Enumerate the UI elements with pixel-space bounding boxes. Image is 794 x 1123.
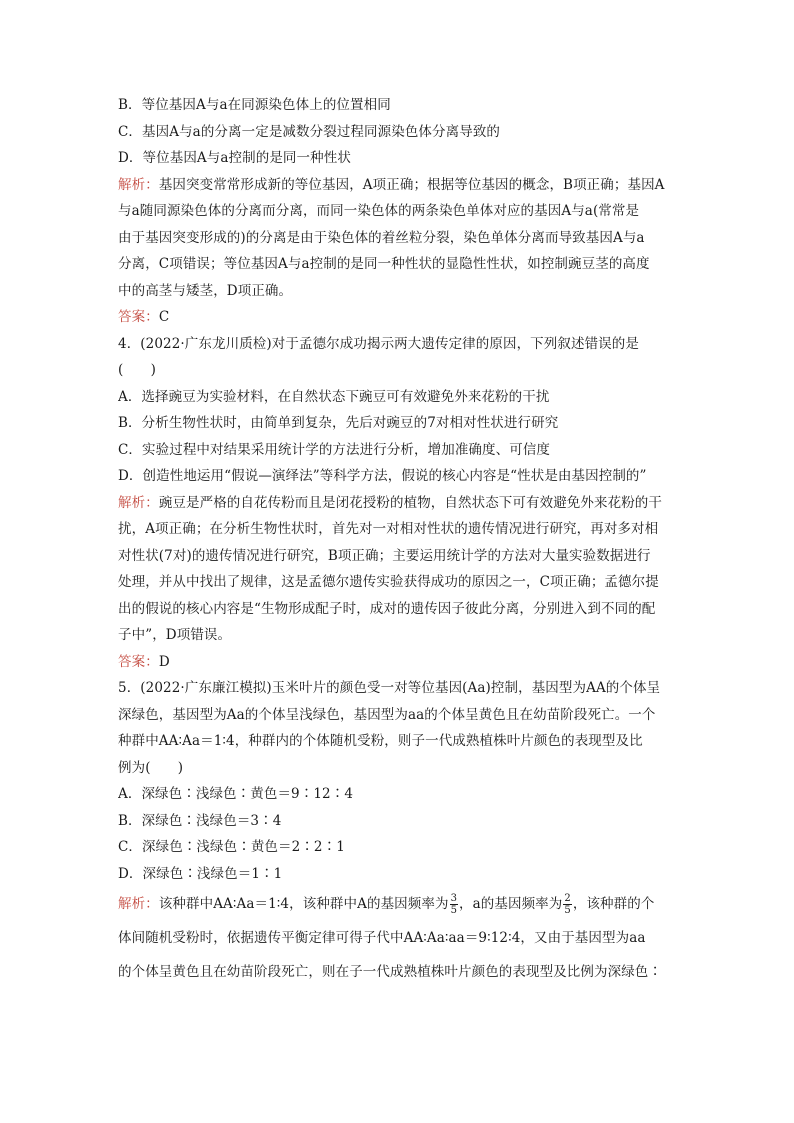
q4-option-d: D．创造性地运用“假说—演绎法”等科学方法，假说的核心内容是“性状是由基因控制的” — [118, 468, 647, 484]
fraction-two-fifths — [563, 893, 571, 916]
q3-answer-value: C — [158, 309, 170, 325]
fraction-denominator: 5 — [450, 905, 458, 916]
q4-option-a: A．选择豌豆为实验材料，在自然状态下豌豆可有效避免外来花粉的干扰 — [118, 388, 550, 405]
q4-analysis-line-3: 对性状(7对)的遗传情况进行研究，B项正确；主要运用统计学的方法对大量实验数据进行 — [118, 547, 651, 564]
q5-analysis-line-2: 体间随机受粉时，依据遗传平衡定律可得子代中AA∶Aa∶aa＝9∶12∶4，又由于基因型为aa — [118, 930, 646, 946]
q5-analysis-seg-2: ，a的基因频率为 — [459, 896, 563, 912]
q4-analysis-line-6: 子中”，D项错误。 — [118, 627, 232, 643]
q4-stem-line-2: ( ) — [118, 362, 156, 378]
fraction-numerator: 2 — [564, 893, 571, 904]
q3-option-c: C．基因A与a的分离一定是减数分裂过程同源染色体分离导致的 — [118, 123, 501, 140]
analysis-label: 解析： — [118, 494, 159, 511]
answer-label: 答案： — [118, 309, 159, 325]
q5-option-a: A．深绿色∶浅绿色∶黄色＝9∶12∶4 — [118, 786, 354, 802]
q4-analysis-line-1 — [118, 490, 688, 517]
analysis-label: 解析： — [118, 896, 159, 912]
q4-answer — [118, 649, 688, 676]
q4-analysis-line-2: 扰，A项正确；在分析生物性状时，首先对一对相对性状的遗传情况进行研究，再对多对相 — [118, 521, 659, 537]
q3-option-b: B．等位基因A与a在同源染色体上的位置相同 — [118, 97, 391, 113]
q3-analysis-line-3: 由于基因突变形成的)的分离是由于染色体的着丝粒分裂，染色单体分离而导致基因A与a — [118, 229, 645, 246]
fraction-three-fifths — [450, 893, 458, 916]
q4-stem-line-1: 4．(2022·广东龙川质检)对于孟德尔成功揭示两大遗传定律的原因，下列叙述错误的是 — [118, 335, 639, 352]
q4-option-c: C．实验过程中对结果采用统计学的方法进行分析，增加准确度、可信度 — [118, 441, 551, 458]
q3-answer — [118, 304, 688, 331]
q5-option-d: D．深绿色∶浅绿色＝1∶1 — [118, 865, 283, 882]
q5-analysis-seg-1: 该种群中AA∶Aa＝1∶4，该种群中A的基因频率为 — [158, 896, 449, 912]
q5-stem-line-1: 5．(2022·广东廉江模拟)玉米叶片的颜色受一对等位基因(Aa)控制，基因型为AA的个体呈 — [118, 680, 661, 696]
q3-analysis-line-1 — [118, 172, 688, 199]
q3-analysis-text: 基因突变常常形成新的等位基因，A项正确；根据等位基因的概念，B项正确；基因A — [158, 176, 665, 193]
q3-analysis-line-2: 与a随同源染色体的分离而分离，而同一染色体的两条染色单体对应的基因A与a(常常是 — [118, 203, 640, 219]
q5-analysis-line-3: 的个体呈黄色且在幼苗阶段死亡，则在子一代成熟植株叶片颜色的表现型及比例为深绿色∶ — [118, 964, 662, 980]
q3-analysis-line-5: 中的高茎与矮茎，D项正确。 — [118, 282, 293, 299]
analysis-label: 解析： — [118, 176, 159, 193]
q4-option-b: B．分析生物性状时，由简单到复杂，先后对豌豆的7对相对性状进行研究 — [118, 415, 559, 431]
q5-stem-line-2: 深绿色，基因型为Aa的个体呈浅绿色，基因型为aa的个体呈黄色且在幼苗阶段死亡。一个 — [118, 706, 656, 723]
q5-stem-line-3: 种群中AA∶Aa＝1∶4，种群内的个体随机受粉，则子一代成熟植株叶片颜色的表现型及比 — [118, 733, 643, 749]
answer-label: 答案： — [118, 653, 159, 670]
q4-analysis-text: 豌豆是严格的自花传粉而且是闭花授粉的植物，自然状态下可有效避免外来花粉的干 — [158, 494, 663, 511]
fraction-denominator: 5 — [564, 905, 571, 916]
q5-analysis-seg-3: ，该种群的个 — [572, 896, 655, 912]
q3-option-d: D．等位基因A与a控制的是同一种性状 — [118, 150, 351, 166]
q5-analysis-line-1 — [118, 887, 688, 921]
q3-analysis-line-4: 分离，C项错误；等位基因A与a控制的是同一种性状的显隐性性状，如控制豌豆茎的高度 — [118, 256, 650, 272]
q4-analysis-line-5: 出的假说的核心内容是“生物形成配子时，成对的遗传因子彼此分离，分别进入到不同的配 — [118, 600, 656, 617]
q5-option-c: C．深绿色∶浅绿色∶黄色＝2∶2∶1 — [118, 839, 345, 855]
document-content — [118, 92, 688, 989]
fraction-numerator: 3 — [450, 893, 458, 904]
q5-option-b: B．深绿色∶浅绿色＝3∶4 — [118, 812, 282, 829]
q4-analysis-line-4: 处理，并从中找出了规律，这是孟德尔遗传实验获得成功的原因之一，C项正确；孟德尔提 — [118, 574, 659, 590]
q4-answer-value: D — [158, 653, 170, 670]
q5-stem-line-4: 例为( ) — [118, 759, 184, 776]
